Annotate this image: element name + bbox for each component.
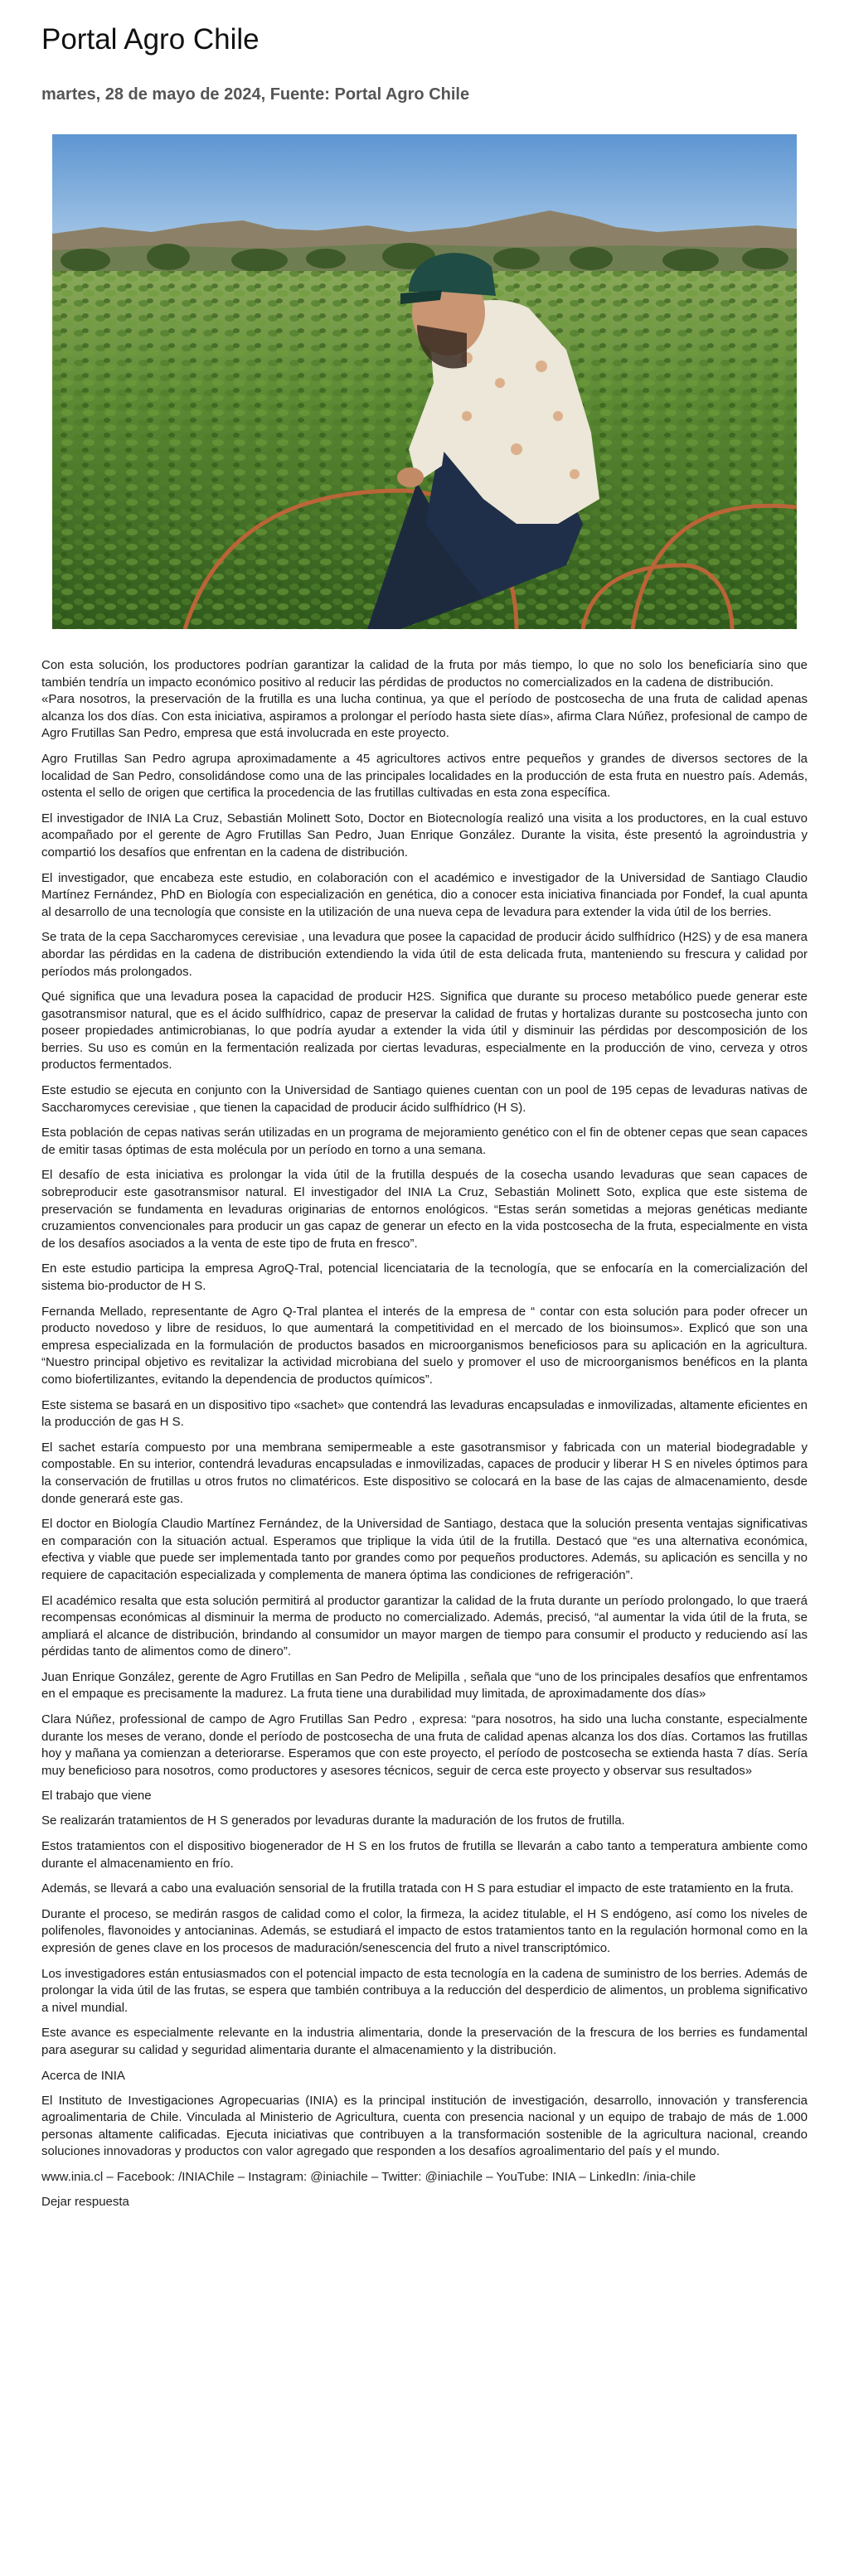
paragraph: El Instituto de Investigaciones Agropecuarias (INIA) es la principal institución de investigación, desarrollo, innovación y transferencia agroalimentaria de Chile. Vinculada al Ministerio de Agricultura, cuenta con presencia nacional y un equipo de trabajo de más de 1.000 personas altamente calificadas. Ejecuta iniciativas que contribuyen a la transformación sostenible de la agricultura nacional, creando soluciones innovadoras y productos con valor agregado que responden a los desafíos agroalimentario del país y el mundo. (41, 2093, 808, 2159)
hero-photo (52, 134, 797, 629)
paragraph: Este estudio se ejecuta en conjunto con la Universidad de Santiago quienes cuentan con un pool de 195 cepas de levaduras nativas de Saccharomyces cerevisiae , que tienen la capacidad de producir ácido sulfhídrico (H S). (41, 1083, 808, 1115)
paragraph: El investigador de INIA La Cruz, Sebastián Molinett Soto, Doctor en Biotecnología realizó una visita a los productores, en la cual estuvo acompañado por el gerente de Agro Frutillas San Pedro, Juan Enrique González. Durante la visita, éste presentó la agroindustria y compartió los desafíos que enfrentan en la cadena de distribución. (41, 811, 808, 859)
article-meta: martes, 28 de mayo de 2024, Fuente: Portal Agro Chile (41, 85, 470, 104)
paragraph: El académico resalta que esta solución permitirá al productor garantizar la calidad de la fruta durante un período prolongado, lo que traerá recompensas económicas al disminuir la merma de producto no comercializado. Además, precisó, “al aumentar la vida útil de la fruta, se ampliará el alcance de distribución, brindando al consumidor un mayor margen de tiempo para consumir el producto y reduciendo así las pérdidas tanto de alimentos como de dinero”. (41, 1593, 808, 1659)
social-links[interactable]: www.inia.cl – Facebook: /INIAChile – Instagram: @iniachile – Twitter: @iniachile – YouTube: INIA – LinkedIn: /inia-chile (41, 2169, 696, 2184)
paragraph: Los investigadores están entusiasmados con el potencial impacto de esta tecnología en la cadena de suministro de los berries. Además de prolongar la vida útil de las frutas, se espera que también contribuya a la reducción del desperdicio de alimentos, un problema significativo a nivel mundial. (41, 1966, 808, 2015)
article-body (41, 657, 808, 2210)
paragraph: El sachet estaría compuesto por una membrana semipermeable a este gasotransmisor y fabricada con un material biodegradable y compostable. En su interior, contendrá levaduras encapsuladas e inmovilizadas, capaces de producir y liberar H S en niveles óptimos para la conservación de frutillas u otros frutos no climatéricos. Este dispositivo se colocará en la base de las cajas de almacenamiento, desde donde generará este gas. (41, 1440, 808, 1506)
paragraph: Este avance es especialmente relevante en la industria alimentaria, donde la preservación de la frescura de los berries es fundamental para asegurar su calidad y seguridad alimentaria durante el almacenamiento y la distribución. (41, 2026, 808, 2057)
paragraph: Esta población de cepas nativas serán utilizadas en un programa de mejoramiento genético con el fin de obtener cepas que sean capaces de emitir tasas óptimas de esta molécula por un período en torno a una semana. (41, 1126, 808, 1157)
paragraph: Durante el proceso, se medirán rasgos de calidad como el color, la firmeza, la acidez titulable, el H S endógeno, así como los niveles de polifenoles, flavonoides y antocianinas. Además, se estudiará el impacto de estos tratamientos tanto en la regulación hormonal como en la expresión de genes clave en los procesos de maduración/senescencia del fruto a nivel transcriptómico. (41, 1906, 808, 1955)
reply-link[interactable]: Dejar respuesta (41, 2194, 129, 2209)
paragraph: Además, se llevará a cabo una evaluación sensorial de la frutilla tratada con H S para estudiar el impacto de este tratamiento en la fruta. (41, 1881, 794, 1896)
paragraph: «Para nosotros, la preservación de la frutilla es una lucha continua, ya que el período de postcosecha de una fruta de calidad apenas alcanza los dos días. Con esta iniciativa, aspiramos a prolongar el período hasta siete días», afirma Clara Núñez, profesional de campo de Agro Frutillas San Pedro, empresa que está involucrada en este proyecto. (41, 692, 808, 741)
paragraph: Con esta solución, los productores podrían garantizar la calidad de la fruta por más tiempo, lo que no solo los beneficiaría sino que también tendría un impacto económico positivo al reducir las pérdidas de productos no comercializados en la cadena de distribución. (41, 658, 808, 690)
site-title[interactable]: Portal Agro Chile (41, 23, 260, 56)
section-heading-trabajo: El trabajo que viene (41, 1789, 152, 1804)
paragraph: Se realizarán tratamientos de H S generados por levaduras durante la maduración de los frutos de frutilla. (41, 1813, 625, 1828)
paragraph: El investigador, que encabeza este estudio, en colaboración con el académico e investigador de la Universidad de Santiago Claudio Martínez Fernández, PhD en Biología con especialización en genética, dio a conocer esta iniciativa financiada por Fondef, la cual apunta al desarrollo de una tecnología que consiste en la utilización de una nueva cepa de levadura para extender la vida útil de los berries. (41, 870, 808, 919)
paragraph: Estos tratamientos con el dispositivo biogenerador de H S en los frutos de frutilla se llevarán a cabo tanto a temperatura ambiente como durante el almacenamiento en frío. (41, 1839, 808, 1871)
paragraph: Fernanda Mellado, representante de Agro Q-Tral plantea el interés de la empresa de “ contar con esta solución para poder ofrecer un producto novedoso y libre de residuos, lo que aumentará la competitividad en el mercado de los bioinsumos». Explicó que son una empresa especializada en la formulación de productos basados en microorganismos beneficiosos para su aplicación en la agricultura. “Nuestro principal objetivo es revitalizar la actividad microbiana del suelo y promover el uso de microorganismos benéficos en la planta como biofertilizantes, evitando la dependencia de productos químicos”. (41, 1304, 808, 1387)
paragraph: El desafío de esta iniciativa es prolongar la vida útil de la frutilla después de la cosecha usando levaduras que sean capaces de sobreproducir este gasotransmisor natural. El investigador del INIA La Cruz, Sebastián Molinett Soto, explica que este sistema de preservación se fundamenta en levaduras originarias de entornos enológicos. “Estas serán sometidas a mejoras genéticas mediante cruzamientos convencionales para producir un gas capaz de generar un efecto en la vida postcosecha de la fruta, especialmente en vista de los desafíos asociados a la venta de este tipo de fruta en fresco”. (41, 1168, 808, 1251)
paragraph: Juan Enrique González, gerente de Agro Frutillas en San Pedro de Melipilla , señala que “uno de los principales desafíos que enfrentamos en el empaque es precisamente la madurez. La fruta tiene una durabilidad muy limitada, de aproximadamente dos días» (41, 1669, 808, 1702)
section-heading-acerca: Acerca de INIA (41, 2068, 125, 2083)
paragraph: Se trata de la cepa Saccharomyces cerevisiae , una levadura que posee la capacidad de producir ácido sulfhídrico (H2S) y de esa manera abordar las pérdidas en la cadena de distribución extendiendo la vida útil de esta delicada fruta, manteniendo su frescura y calidad por períodos más prolongados. (41, 930, 808, 979)
paragraph: Este sistema se basará en un dispositivo tipo «sachet» que contendrá las levaduras encapsuladas e inmovilizadas, altamente eficientes en la producción de gas H S. (41, 1397, 808, 1430)
paragraph: Agro Frutillas San Pedro agrupa aproximadamente a 45 agricultores activos entre pequeños y grandes de diversos sectores de la localidad de San Pedro, consolidándose como una de las principales localidades en la producción de esta fruta en nuestro país. Además, ostenta el sello de origen que certifica la procedencia de las frutillas cultivadas en esta zona específica. (41, 751, 808, 801)
paragraph: En este estudio participa la empresa AgroQ-Tral, potencial licenciataria de la tecnología, que se enfocaría en la comercialización del sistema bio-productor de H S. (41, 1261, 808, 1293)
paragraph: Qué significa que una levadura posea la capacidad de producir H2S. Significa que durante su proceso metabólico puede generar este gasotransmisor natural, que es el ácido sulfhídrico, capaz de preservar la calidad de frutas y hortalizas durante su postcosecha junto con poseer propiedades antimicrobianas, lo que podría ayudar a extender la vida útil y disminuir las pérdidas por descomposición de los berries. Su uso es común en la fermentación realizada por ciertas levaduras, especialmente en la producción de vino, cerveza y otros productos fermentados. (41, 990, 808, 1073)
paragraph: El doctor en Biología Claudio Martínez Fernández, de la Universidad de Santiago, destaca que la solución presenta ventajas significativas en comparación con la situación actual. Esperamos que triplique la vida útil de la frutilla. Destacó que “es una alternativa económica, efectiva y viable que puede ser implementada tanto por grandes como por pequeños productores. Además, su aplicación es sencilla y no requiere de capacitación especializada y complementa de manera óptima las condiciones de refrigeración”. (41, 1517, 808, 1582)
paragraph: Clara Núñez, professional de campo de Agro Frutillas San Pedro , expresa: “para nosotros, ha sido una lucha constante, especialmente durante los meses de verano, donde el período de postcosecha de una fruta de calidad apenas alcanza los dos días. Cortamos las frutillas hoy y mañana ya comienzan a deteriorarse. Esperamos que con este proyecto, el período de postcosecha se extienda hasta 7 días. Sería muy beneficioso para nosotros, como productores y asesores técnicos, seguir de cerca este proyecto y observar sus resultados» (41, 1712, 808, 1778)
